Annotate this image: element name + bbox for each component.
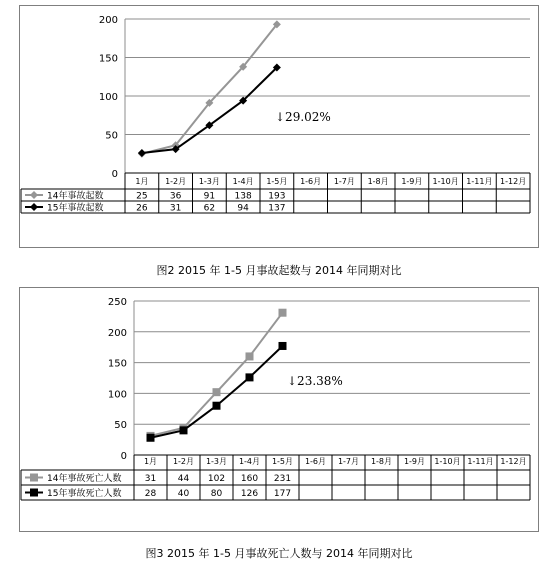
ytick-label-deaths-4: 200 <box>107 327 127 339</box>
chart-panel-deaths <box>19 287 539 532</box>
data-point-deaths-s0-2 <box>213 388 221 396</box>
category-label-accidents-2: 1-3月 <box>198 177 220 186</box>
category-label-deaths-1: 1-2月 <box>172 457 195 466</box>
ytick-label-accidents-1: 50 <box>105 130 118 142</box>
table-value-deaths-s1-0: 28 <box>144 489 157 499</box>
annotation-accidents: ↓29.02% <box>275 110 331 124</box>
table-value-deaths-s0-0: 31 <box>144 474 157 484</box>
table-value-accidents-s1-4: 137 <box>268 203 286 214</box>
legend-label-deaths-s0: 14年事故死亡人数 <box>47 474 122 484</box>
table-value-deaths-s0-1: 44 <box>177 474 190 484</box>
ytick-label-deaths-2: 100 <box>107 389 127 401</box>
category-label-deaths-10: 1-11月 <box>467 457 494 466</box>
chart-panel-accidents <box>19 5 539 248</box>
data-point-deaths-s0-4 <box>279 309 287 317</box>
category-label-deaths-5: 1-6月 <box>304 457 327 466</box>
category-label-deaths-7: 1-8月 <box>370 457 393 466</box>
ytick-label-deaths-5: 250 <box>107 297 127 308</box>
ytick-label-accidents-4: 200 <box>98 15 118 26</box>
table-value-deaths-s1-1: 40 <box>177 489 190 499</box>
data-point-deaths-s1-1 <box>180 426 188 434</box>
category-label-deaths-0: 1月 <box>143 457 158 466</box>
caption-deaths: 图3 2015 年 1-5 月事故死亡人数与 2014 年同期对比 <box>145 547 413 560</box>
chart-accidents <box>20 6 538 247</box>
category-label-deaths-11: 1-12月 <box>500 457 527 466</box>
table-value-accidents-s0-4: 193 <box>268 191 286 202</box>
series-line-accidents-s1 <box>142 68 277 153</box>
data-point-deaths-s1-3 <box>246 373 254 381</box>
ytick-label-deaths-3: 150 <box>107 358 127 370</box>
table-value-accidents-s0-3: 138 <box>234 191 252 202</box>
category-label-accidents-1: 1-2月 <box>165 177 187 186</box>
table-value-accidents-s1-3: 94 <box>237 203 249 214</box>
category-label-accidents-10: 1-11月 <box>466 177 493 186</box>
category-label-deaths-6: 1-7月 <box>337 457 360 466</box>
category-label-accidents-8: 1-9月 <box>401 177 423 186</box>
ytick-label-accidents-2: 100 <box>98 92 118 103</box>
ytick-label-accidents-0: 0 <box>111 169 118 180</box>
category-label-deaths-4: 1-5月 <box>271 457 294 466</box>
chart-deaths <box>20 288 538 531</box>
data-point-deaths-s1-4 <box>279 342 287 350</box>
annotation-deaths: ↓23.38% <box>287 374 343 388</box>
category-label-accidents-3: 1-4月 <box>232 177 254 186</box>
table-value-deaths-s1-3: 126 <box>240 489 259 499</box>
legend-label-deaths-s1: 15年事故死亡人数 <box>47 489 122 499</box>
table-value-deaths-s1-2: 80 <box>210 489 223 499</box>
table-value-accidents-s0-2: 91 <box>203 191 216 202</box>
table-value-deaths-s1-4: 177 <box>273 489 292 499</box>
table-value-accidents-s0-0: 25 <box>136 191 148 202</box>
category-label-deaths-3: 1-4月 <box>238 457 261 466</box>
category-label-accidents-4: 1-5月 <box>266 177 288 186</box>
category-label-deaths-2: 1-3月 <box>205 457 228 466</box>
legend-label-accidents-s1: 15年事故起数 <box>47 203 104 214</box>
category-label-accidents-9: 1-10月 <box>432 177 459 186</box>
caption-accidents: 图2 2015 年 1-5 月事故起数与 2014 年同期对比 <box>156 264 402 277</box>
category-label-deaths-9: 1-10月 <box>434 457 461 466</box>
table-value-accidents-s1-1: 31 <box>169 203 182 214</box>
table-value-deaths-s0-4: 231 <box>273 474 292 484</box>
ytick-label-deaths-1: 50 <box>114 420 127 432</box>
category-label-accidents-6: 1-7月 <box>333 177 355 186</box>
legend-label-accidents-s0: 14年事故起数 <box>47 191 104 202</box>
table-value-accidents-s1-0: 26 <box>136 203 148 214</box>
data-point-deaths-s1-0 <box>147 434 155 442</box>
data-point-deaths-s1-2 <box>213 402 221 410</box>
legend-marker-deaths-s0 <box>30 474 38 482</box>
series-line-deaths-s0 <box>151 313 283 436</box>
ytick-label-accidents-3: 150 <box>98 53 118 65</box>
ytick-label-deaths-0: 0 <box>120 451 127 462</box>
category-label-accidents-7: 1-8月 <box>367 177 389 186</box>
category-label-accidents-5: 1-6月 <box>300 177 322 186</box>
data-point-deaths-s0-3 <box>246 352 254 360</box>
legend-marker-accidents-s1 <box>30 203 38 211</box>
table-value-deaths-s0-2: 102 <box>207 474 226 484</box>
category-label-deaths-8: 1-9月 <box>403 457 426 466</box>
legend-marker-deaths-s1 <box>30 489 38 497</box>
table-value-accidents-s1-2: 62 <box>203 203 216 214</box>
data-point-accidents-s1-0 <box>138 149 146 157</box>
legend-marker-accidents-s0 <box>30 191 38 199</box>
category-label-accidents-11: 1-12月 <box>500 177 527 186</box>
table-value-deaths-s0-3: 160 <box>240 474 259 484</box>
table-value-accidents-s0-1: 36 <box>169 191 182 202</box>
category-label-accidents-0: 1月 <box>135 177 149 186</box>
